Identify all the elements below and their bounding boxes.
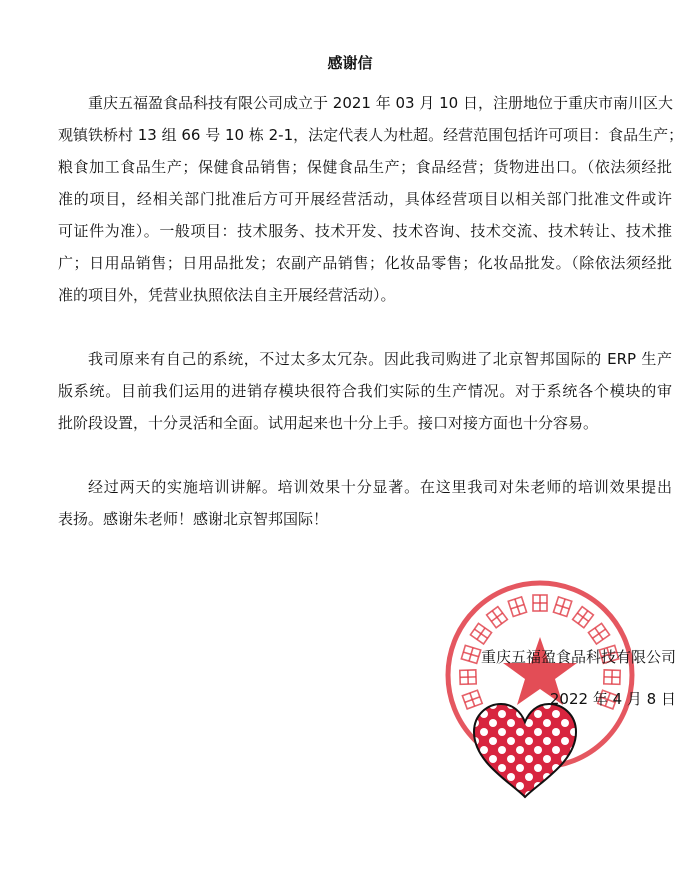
text-line: 准的项目，经相关部门批准后方可开展经营活动，具体经营项目以相关部门批准文件或许: [58, 190, 672, 208]
heart-sticker-icon: [470, 700, 580, 800]
text-line: 粮食加工食品生产；保健食品销售；保健食品生产；食品经营；货物进出口。（依法须经批: [58, 158, 672, 176]
seal-glyph-mark: [487, 607, 508, 628]
seal-glyph-mark: [553, 597, 571, 617]
seal-glyph-mark: [533, 595, 547, 611]
seal-glyph-mark: [604, 670, 620, 684]
seal-glyph-mark: [470, 623, 491, 644]
letter-title: 感谢信: [327, 54, 373, 72]
seal-glyph-mark: [588, 623, 609, 644]
text-line: 重庆五福盈食品科技有限公司成立于 2021 年 03 月 10 日，注册地位于重庆市南川区大: [88, 94, 673, 112]
text-line: 表扬。感谢朱老师！感谢北京智邦国际！: [58, 510, 329, 528]
text-line: 广；日用品销售；日用品批发；农副产品销售；化妆品零售；化妆品批发。（除依法须经批: [58, 254, 672, 272]
text-line: 版系统。目前我们运用的进销存模块很符合我们实际的生产情况。对于系统各个模块的审: [58, 382, 672, 400]
signature-date: 2022 年 4 月 8 日: [549, 690, 676, 708]
text-line: 可证件为准）。一般项目：技术服务、技术开发、技术咨询、技术交流、技术转让、技术推: [58, 222, 672, 240]
text-line: 我司原来有自己的系统，不过太多太冗杂。因此我司购进了北京智邦国际的 ERP 生产: [88, 350, 672, 368]
seal-glyph-mark: [460, 670, 476, 684]
signature-company: 重庆五福盈食品科技有限公司: [480, 648, 676, 666]
text-line: 观镇铁桥村 13 组 66 号 10 栋 2-1，法定代表人为杜超。经营范围包括许可项目：食品生产；: [58, 126, 684, 144]
text-line: 准的项目外，凭营业执照依法自主开展经营活动）。: [58, 286, 396, 304]
text-line: 批阶段设置，十分灵活和全面。试用起来也十分上手。接口对接方面也十分容易。: [58, 414, 599, 432]
seal-glyph-mark: [461, 645, 480, 663]
seal-glyph-mark: [573, 607, 594, 628]
text-line: 经过两天的实施培训讲解。培训效果十分显著。在这里我司对朱老师的培训效果提出: [88, 478, 672, 496]
seal-glyph-mark: [508, 597, 526, 617]
